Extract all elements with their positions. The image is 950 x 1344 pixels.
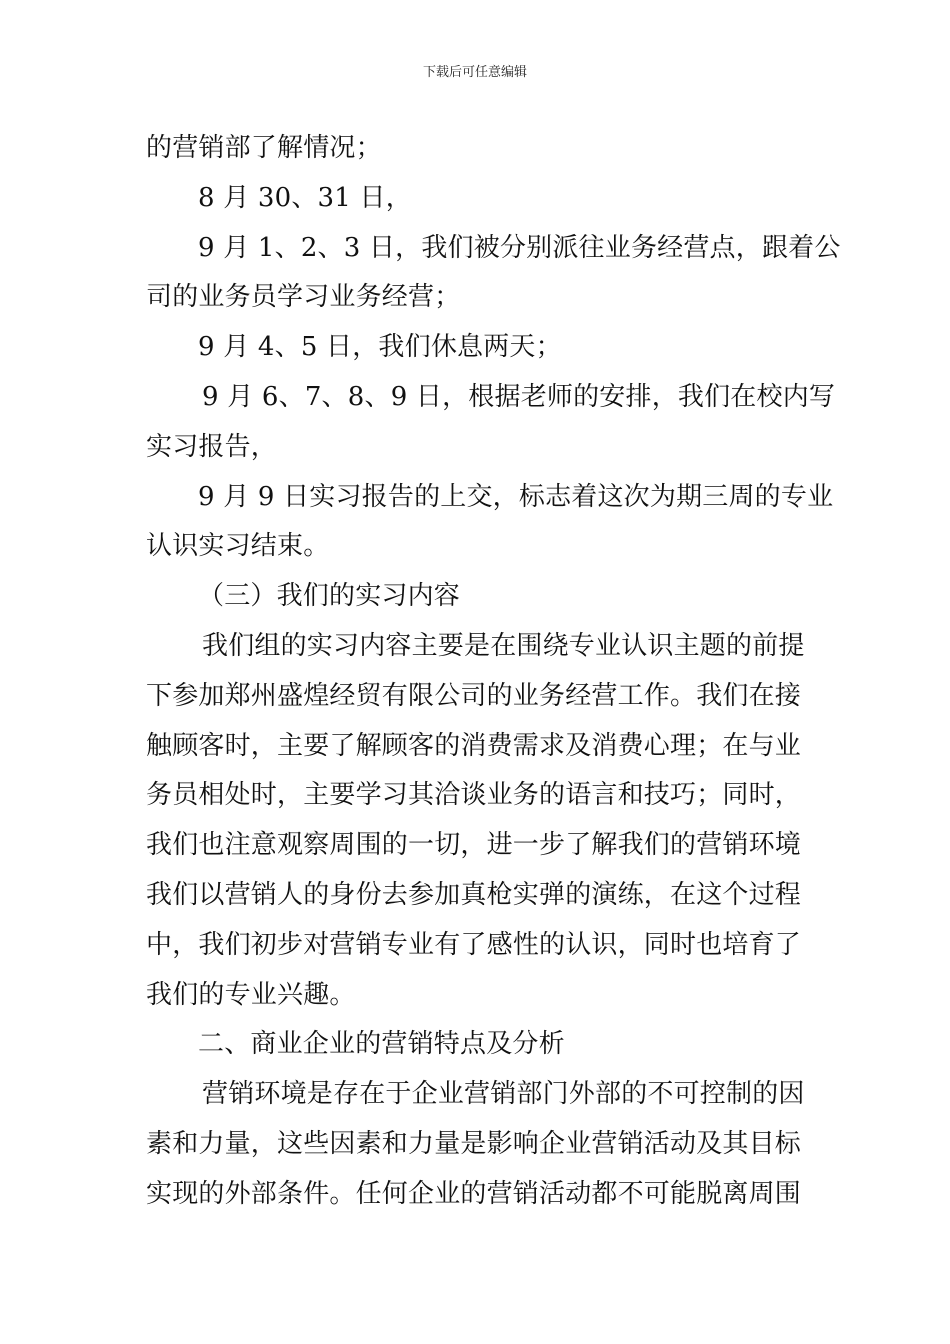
text-line: 我们的专业兴趣。 — [146, 979, 356, 1010]
text-line: 我们组的实习内容主要是在围绕专业认识主题的前提 — [202, 630, 805, 661]
text-line: 9 月 1、2、3 日，我们被分别派往业务经营点，跟着公 — [198, 232, 841, 263]
text-line: 我们以营销人的身份去参加真枪实弹的演练，在这个过程 — [146, 879, 802, 910]
text-line: 素和力量，这些因素和力量是影响企业营销活动及其目标 — [146, 1128, 802, 1159]
text-line: 触顾客时，主要了解顾客的消费需求及消费心理；在与业 — [146, 730, 802, 761]
text-line: 认识实习结束。 — [146, 531, 330, 562]
text-line: 务员相处时，主要学习其洽谈业务的语言和技巧；同时， — [146, 780, 802, 811]
text-line: 实现的外部条件。任何企业的营销活动都不可能脱离周围 — [146, 1178, 802, 1209]
section-heading: （三）我们的实习内容 — [198, 581, 461, 612]
text-line: 营销环境是存在于企业营销部门外部的不可控制的因 — [202, 1079, 805, 1110]
section-heading: 二、商业企业的营销特点及分析 — [198, 1029, 565, 1060]
document-body — [146, 124, 841, 1220]
text-line: 的营销部了解情况； — [146, 133, 382, 163]
text-line: 9 月 4、5 日，我们休息两天； — [198, 332, 562, 363]
text-line: 9 月 9 日实习报告的上交，标志着这次为期三周的专业 — [198, 481, 834, 512]
text-line: 我们也注意观察周围的一切，进一步了解我们的营销环境 — [146, 830, 802, 861]
text-line: 实习报告， — [146, 431, 278, 462]
text-line: 司的业务员学习业务经营； — [146, 282, 461, 313]
text-line: 中，我们初步对营销专业有了感性的认识，同时也培育了 — [146, 929, 802, 960]
text-line: 9 月 6、7、8、9 日，根据老师的安排，我们在校内写 — [202, 381, 836, 412]
text-line: 8 月 30、31 日， — [198, 182, 412, 213]
text-line: 下参加郑州盛煌经贸有限公司的业务经营工作。我们在接 — [146, 680, 802, 711]
page-header-note: 下载后可任意编辑 — [422, 65, 527, 80]
